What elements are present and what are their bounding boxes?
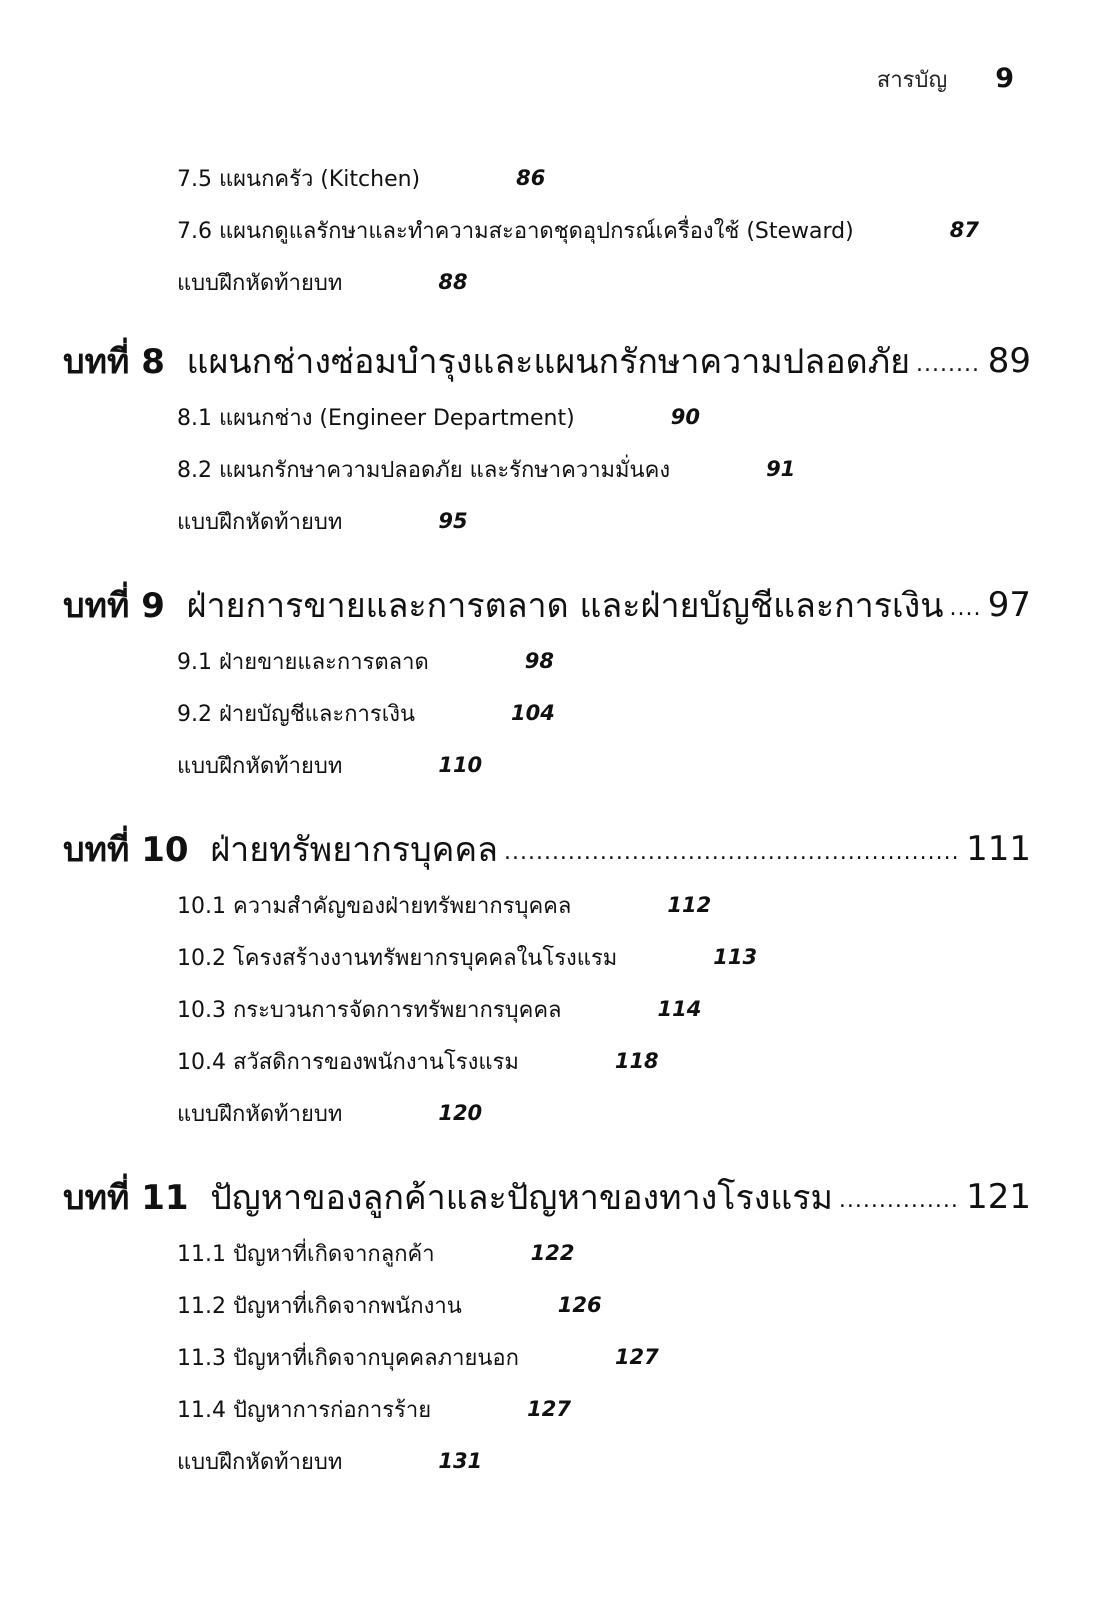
toc-entry[interactable] [0,204,1102,256]
toc-entry-page: 113 [713,945,758,969]
chapter-page-number: 121 [966,1177,1031,1217]
toc-entry-page: 104 [511,701,555,725]
toc-entry[interactable] [0,687,1102,739]
toc-entry-page: 112 [667,893,712,917]
toc-entry[interactable] [0,152,1102,204]
chapter-page-number: 111 [966,829,1031,869]
toc-entry-label: 11.1 ปัญหาที่เกิดจากลูกค้า [177,1241,435,1267]
chapter-title-text: ปัญหาของลูกค้าและปัญหาของทางโรงแรม [210,1178,833,1218]
toc-entry-label: 10.1 ความสำคัญของฝ่ายทรัพยากรบุคคล [177,893,572,919]
header-page-number: 9 [995,63,1014,94]
toc-entry[interactable] [0,495,1102,547]
toc-entry-page: 120 [438,1101,483,1125]
dot-leader [916,352,982,391]
toc-entry-label: แบบฝึกหัดท้ายบท [177,753,343,779]
toc-entry[interactable] [0,391,1102,443]
toc-entry-page: 127 [527,1397,571,1421]
toc-entry-label: 7.5 แผนกครัว (Kitchen) [177,166,421,192]
chapter-block [0,819,1102,1139]
toc-entry-page: 126 [557,1293,602,1317]
dot-leader [950,596,982,635]
toc-entry-page: 95 [438,509,468,533]
toc-entry-label: 10.3 กระบวนการจัดการทรัพยากรบุคคล [177,997,562,1023]
toc-entry-label: 8.2 แผนกรักษาความปลอดภัย และรักษาความมั่นคง [177,457,671,483]
toc-entry-page: 114 [657,997,702,1021]
toc-entry-page: 88 [438,270,468,294]
toc-entry[interactable] [0,1035,1102,1087]
toc-entry[interactable] [0,635,1102,687]
toc-entry[interactable] [0,1383,1102,1435]
chapter-number: บทที่ 9 [63,586,165,626]
dot-leader [504,840,960,879]
toc-entry[interactable] [0,931,1102,983]
toc-entry-page: 131 [438,1449,483,1473]
toc-entry[interactable] [0,443,1102,495]
toc-entry-page: 110 [438,753,483,777]
toc-entry-page: 98 [524,649,555,673]
toc-entry-label: 7.6 แผนกดูแลรักษาและทำความสะอาดชุดอุปกรณ์เครื่องใช้ (Steward) [177,218,854,244]
toc-entry[interactable] [0,739,1102,791]
chapter-number: บทที่ 10 [63,830,189,870]
toc-entry-label: แบบฝึกหัดท้ายบท [177,270,343,296]
chapter-page-number: 97 [987,585,1031,625]
chapter-block [0,575,1102,791]
toc-entry-label: 10.4 สวัสดิการของพนักงานโรงแรม [177,1049,519,1075]
toc-entry[interactable] [0,983,1102,1035]
chapter-heading[interactable] [0,575,1031,635]
toc-entry[interactable] [0,1087,1102,1139]
toc-entry-label: แบบฝึกหัดท้ายบท [177,509,343,535]
toc-entry[interactable] [0,1227,1102,1279]
toc-entry[interactable] [0,256,1102,308]
toc-entry-page: 91 [766,457,796,481]
chapter-title [63,578,944,632]
toc-entry-page: 127 [614,1345,659,1369]
chapter-number: บทที่ 8 [63,342,165,382]
toc-entry[interactable] [0,1279,1102,1331]
toc-entry[interactable] [0,1331,1102,1383]
header-label: สารบัญ [876,68,948,93]
toc-entry-page: 90 [670,405,700,429]
toc-entry-page: 87 [949,218,979,242]
toc-entry[interactable] [0,879,1102,931]
chapter-block [0,331,1102,547]
toc-entry-label: 11.2 ปัญหาที่เกิดจากพนักงาน [177,1293,462,1319]
chapter-number: บทที่ 11 [63,1178,189,1218]
toc-entry-label: 11.3 ปัญหาที่เกิดจากบุคคลภายนอก [177,1345,519,1371]
toc-entry-label: 8.1 แผนกช่าง (Engineer Department) [177,405,575,431]
chapter-title-text: แผนกช่างซ่อมบำรุงและแผนกรักษาความปลอดภัย [186,342,911,382]
chapter-title [63,1170,833,1224]
toc-entry-label: แบบฝึกหัดท้ายบท [177,1101,343,1127]
chapter-title [63,334,910,388]
chapter-heading[interactable] [0,331,1031,391]
toc-entry[interactable] [0,1435,1102,1487]
toc-entry-page: 86 [516,166,546,190]
chapter-page-number: 89 [987,341,1031,381]
chapter-block [0,1167,1102,1487]
toc-entry-label: 9.2 ฝ่ายบัญชีและการเงิน [177,701,416,727]
page-header [877,62,1014,97]
dot-leader [839,1188,960,1227]
toc-entry-page: 122 [530,1241,575,1265]
chapter-heading[interactable] [0,1167,1031,1227]
toc-entry-label: แบบฝึกหัดท้ายบท [177,1449,343,1475]
chapter-title [63,822,498,876]
chapter-title-text: ฝ่ายการขายและการตลาด และฝ่ายบัญชีและการเงิน [186,586,944,626]
table-of-contents [0,152,1102,1487]
toc-entry-label: 9.1 ฝ่ายขายและการตลาด [177,649,429,675]
toc-entry-page: 118 [614,1049,659,1073]
toc-entry-label: 10.2 โครงสร้างงานทรัพยากรบุคคลในโรงแรม [177,945,618,971]
chapter-title-text: ฝ่ายทรัพยากรบุคคล [210,830,498,870]
chapter-heading[interactable] [0,819,1031,879]
toc-entry-label: 11.4 ปัญหาการก่อการร้าย [177,1397,432,1423]
